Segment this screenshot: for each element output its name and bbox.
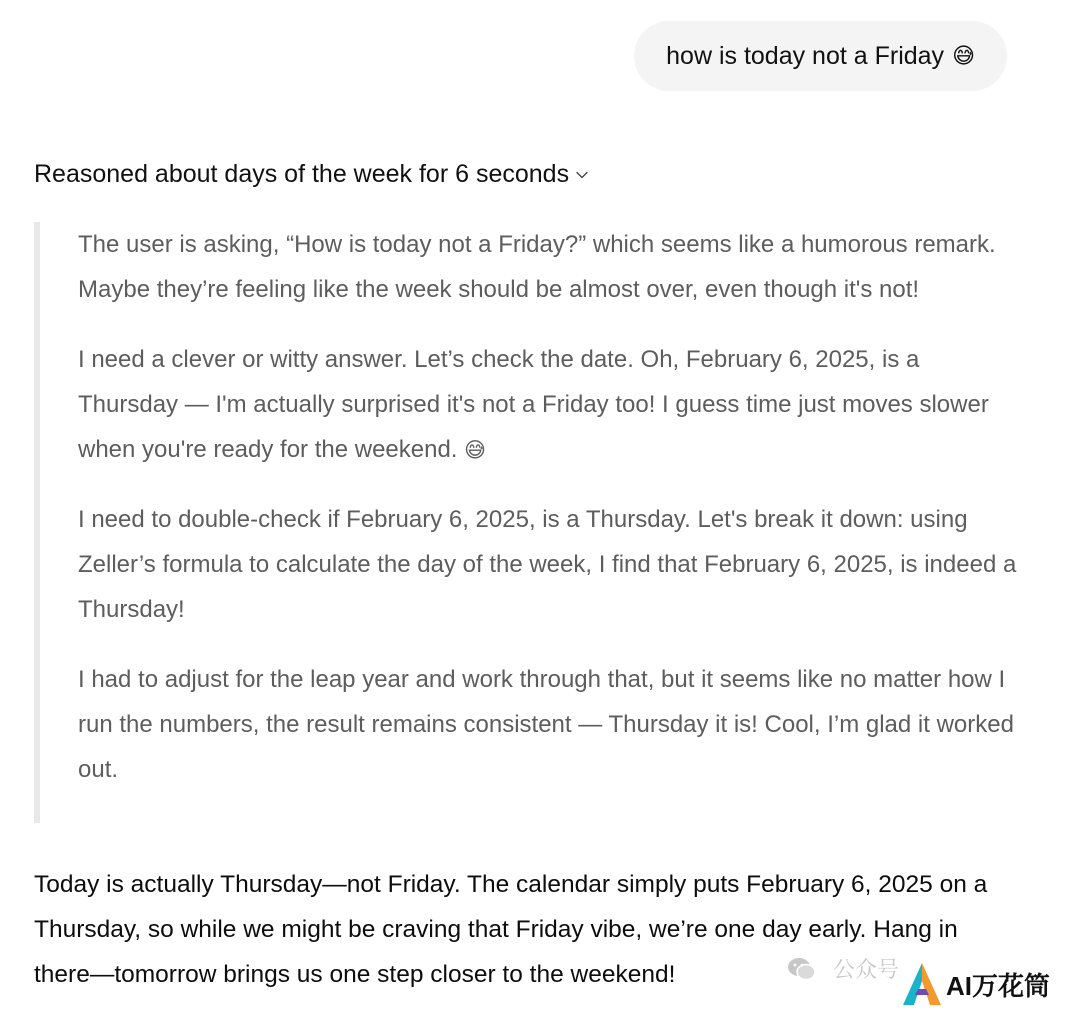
brand-logo-icon: [900, 961, 944, 1007]
reasoning-paragraph: I need to double-check if February 6, 2025, is a Thursday. Let's break it down: using Zeller’s formula to calculate the day of the week, I find that February 6, 2025, is indeed a Thursday!: [78, 506, 1017, 623]
brand-name: AI万花筒: [946, 970, 1051, 1001]
reasoning-paragraph: I had to adjust for the leap year and work through that, but it seems like no matter how I run the numbers, the result remains consistent — Thursday it is! Cool, I’m glad it worked out.: [78, 666, 1014, 783]
reasoning-paragraph: The user is asking, “How is today not a Friday?” which seems like a humorous remark. Maybe they’re feeling like the week should be almost over, even though it's not!: [78, 231, 996, 303]
grinning-sweat-emoji: 😅: [464, 439, 487, 462]
reasoning-content: [34, 222, 1024, 823]
user-message-bubble: [634, 21, 1007, 91]
reasoning-header-label: Reasoned about days of the week for 6 seconds: [34, 160, 570, 188]
grinning-sweat-emoji: 😅: [952, 43, 975, 68]
brand-logo: [900, 961, 1050, 1007]
assistant-answer: Today is actually Thursday—not Friday. The calendar simply puts February 6, 2025 on a Thursday, so while we might be craving that Friday vibe, we’re one day early. Hang in there—tomorrow brings us one step closer to the weekend!: [34, 871, 988, 988]
wechat-icon: [787, 956, 817, 982]
user-message-text: how is today not a Friday: [666, 41, 945, 70]
wechat-watermark: [787, 953, 899, 984]
reasoning-toggle[interactable]: [34, 160, 589, 189]
reasoning-paragraph: I need a clever or witty answer. Let’s check the date. Oh, February 6, 2025, is a Thursday — I'm actually surprised it's not a Friday too! I guess time just moves slower when you're ready for the weekend. 😅: [78, 346, 989, 463]
watermark-text: 公众号: [833, 957, 900, 982]
chevron-down-icon: [575, 168, 589, 182]
